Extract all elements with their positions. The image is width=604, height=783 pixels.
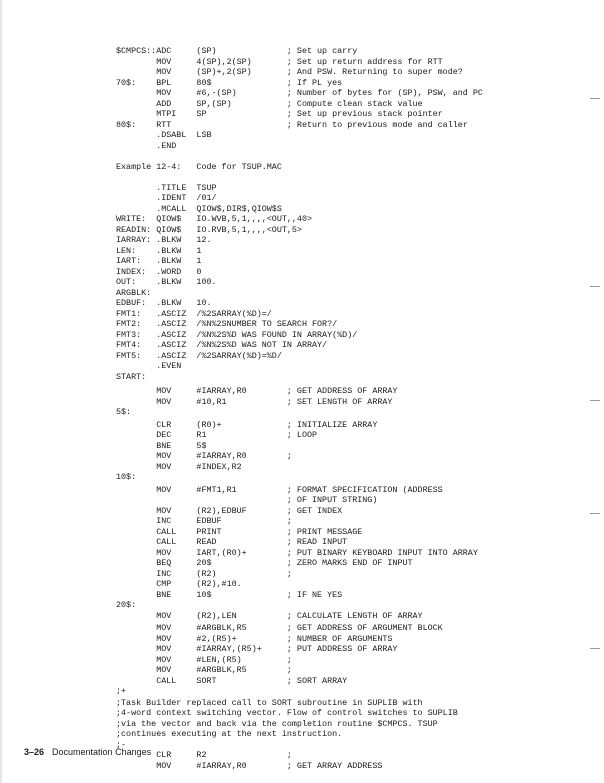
- code-line: BNE 10$ ; IF NE YES: [116, 589, 343, 600]
- code-line: CLR (R0)+ ; INITIALIZE ARRAY: [116, 419, 378, 430]
- code-line: MTPI SP ; Set up previous stack pointer: [116, 109, 443, 119]
- code-line: OUT: .BLKW 100.: [116, 277, 217, 287]
- code-line: BEQ 20$ ; ZERO MARKS END OF INPUT: [116, 558, 413, 568]
- code-line: LEN: .BLKW 1: [116, 245, 202, 256]
- code-line: DEC R1 ; LOOP: [116, 430, 318, 440]
- margin-mark: [590, 400, 600, 401]
- code-line: ;-: [116, 739, 127, 750]
- code-line: .END: [116, 140, 177, 151]
- code-line: MOV #2,(R5)+ ; NUMBER OF ARGUMENTS: [116, 633, 393, 644]
- code-line: IARRAY: .BLKW 12.: [116, 235, 212, 245]
- page-footer: [24, 747, 151, 757]
- code-line: EDBUF: .BLKW 10.: [116, 298, 212, 308]
- code-line: IART: .BLKW 1: [116, 256, 202, 266]
- code-line: FMT5: .ASCIZ /%2SARRAY(%D)=%D/: [116, 350, 282, 361]
- code-line: INC (R2) ;: [116, 568, 292, 579]
- code-line: 5$:: [116, 407, 132, 417]
- code-line: CALL PRINT ; PRINT MESSAGE: [116, 526, 363, 537]
- code-line: MOV 4(SP),2(SP) ; Set up return address for RTT: [116, 56, 443, 67]
- code-line: .DSABL LSB: [116, 130, 212, 140]
- code-line: BNE 5$: [116, 440, 207, 451]
- code-line: Example 12-4: Code for TSUP.MAC: [116, 161, 282, 172]
- code-line: CALL SORT ; SORT ARRAY: [116, 675, 348, 686]
- code-line: INC EDBUF ;: [116, 516, 292, 526]
- code-line: ; OF INPUT STRING): [116, 495, 378, 505]
- code-line: ;via the vector and back via the completion routine $CMPCS. TSUP: [116, 718, 438, 729]
- code-line: 70$: BPL 80$ ; If PL yes: [116, 77, 343, 88]
- code-line: MOV #ARGBLK,R5 ; GET ADDRESS OF ARGUMENT BLOCK: [116, 623, 443, 633]
- margin-mark: [590, 513, 600, 514]
- code-line: MOV #IARRAY,R0 ;: [116, 451, 292, 461]
- code-line: MOV #ARGBLK,R5 ;: [116, 665, 292, 675]
- code-line: .IDENT /01/: [116, 193, 217, 203]
- code-line: FMT2: .ASCIZ /%N%2SNUMBER TO SEARCH FOR?/: [116, 319, 338, 329]
- code-line: .MCALL QIOW$,DIR$,QIOW$S: [116, 203, 282, 214]
- code-line: MOV #LEN,(R5) ;: [116, 654, 292, 665]
- code-line: MOV #10,R1 ; SET LENGTH OF ARRAY: [116, 396, 393, 407]
- code-line: CLR R2 ;: [116, 750, 292, 760]
- code-line: MOV (R2),EDBUF ; GET INDEX: [116, 505, 343, 516]
- code-line: 10$:: [116, 472, 137, 482]
- code-line: MOV (SP)+,2(SP) ; And PSW. Returning to super mode?: [116, 67, 463, 77]
- code-line: MOV #IARRAY,R0 ; GET ARRAY ADDRESS: [116, 760, 383, 771]
- code-line: FMT4: .ASCIZ /%N%2S%D WAS NOT IN ARRAY/: [116, 340, 328, 350]
- code-line: MOV #FMT1,R1 ; FORMAT SPECIFICATION (ADDRESS: [116, 484, 443, 495]
- code-line: 80$: RTT ; Return to previous mode and caller: [116, 119, 468, 130]
- page-left-edge: [0, 0, 2, 783]
- code-line: FMT3: .ASCIZ /%N%2S%D WAS FOUND IN ARRAY(%D)/: [116, 329, 358, 340]
- code-line: MOV (R2),LEN ; CALCULATE LENGTH OF ARRAY: [116, 610, 423, 621]
- code-line: CALL READ ; READ INPUT: [116, 537, 348, 547]
- code-line: CMP (R2),#10.: [116, 579, 242, 589]
- margin-mark: [590, 648, 600, 649]
- code-line: ;Task Builder replaced call to SORT subroutine in SUPLIB with: [116, 697, 423, 708]
- footer-title: Documentation Changes: [52, 747, 152, 757]
- code-line: 20$:: [116, 600, 137, 610]
- code-line: START:: [116, 371, 147, 382]
- code-line: WRITE: QIOW$ IO.WVB,5,1,,,,<OUT,,40>: [116, 214, 313, 224]
- code-line: MOV #INDEX,R2: [116, 461, 242, 472]
- code-line: .EVEN: [116, 361, 182, 371]
- code-line: ;+: [116, 686, 127, 696]
- code-line: MOV #IARRAY,R0 ; GET ADDRESS OF ARRAY: [116, 386, 398, 396]
- code-line: FMT1: .ASCIZ /%2SARRAY(%D)=/: [116, 308, 272, 319]
- code-line: MOV #6,-(SP) ; Number of bytes for (SP), PSW, and PC: [116, 88, 483, 98]
- code-line: ADD SP,(SP) ; Compute clean stack value: [116, 98, 423, 109]
- page-number: 3–26: [24, 747, 45, 757]
- code-line: $CMPCS::ADC (SP) ; Set up carry: [116, 46, 358, 56]
- code-line: MOV #IARRAY,(R5)+ ; PUT ADDRESS OF ARRAY: [116, 644, 398, 654]
- code-line: ;4-word context switching vector. Flow of control switches to SUPLIB: [116, 708, 458, 718]
- code-line: .TITLE TSUP: [116, 182, 217, 193]
- code-line: MOV IART,(R0)+ ; PUT BINARY KEYBOARD INPUT INTO ARRAY: [116, 547, 478, 558]
- margin-mark: [590, 98, 600, 99]
- margin-mark: [590, 286, 600, 287]
- code-line: READIN: QIOW$ IO.RVB,5,1,,,,<OUT,5>: [116, 224, 302, 235]
- code-line: ;continues executing at the next instruction.: [116, 729, 343, 739]
- code-line: INDEX: .WORD 0: [116, 266, 202, 277]
- code-line: ARGBLK:: [116, 287, 152, 298]
